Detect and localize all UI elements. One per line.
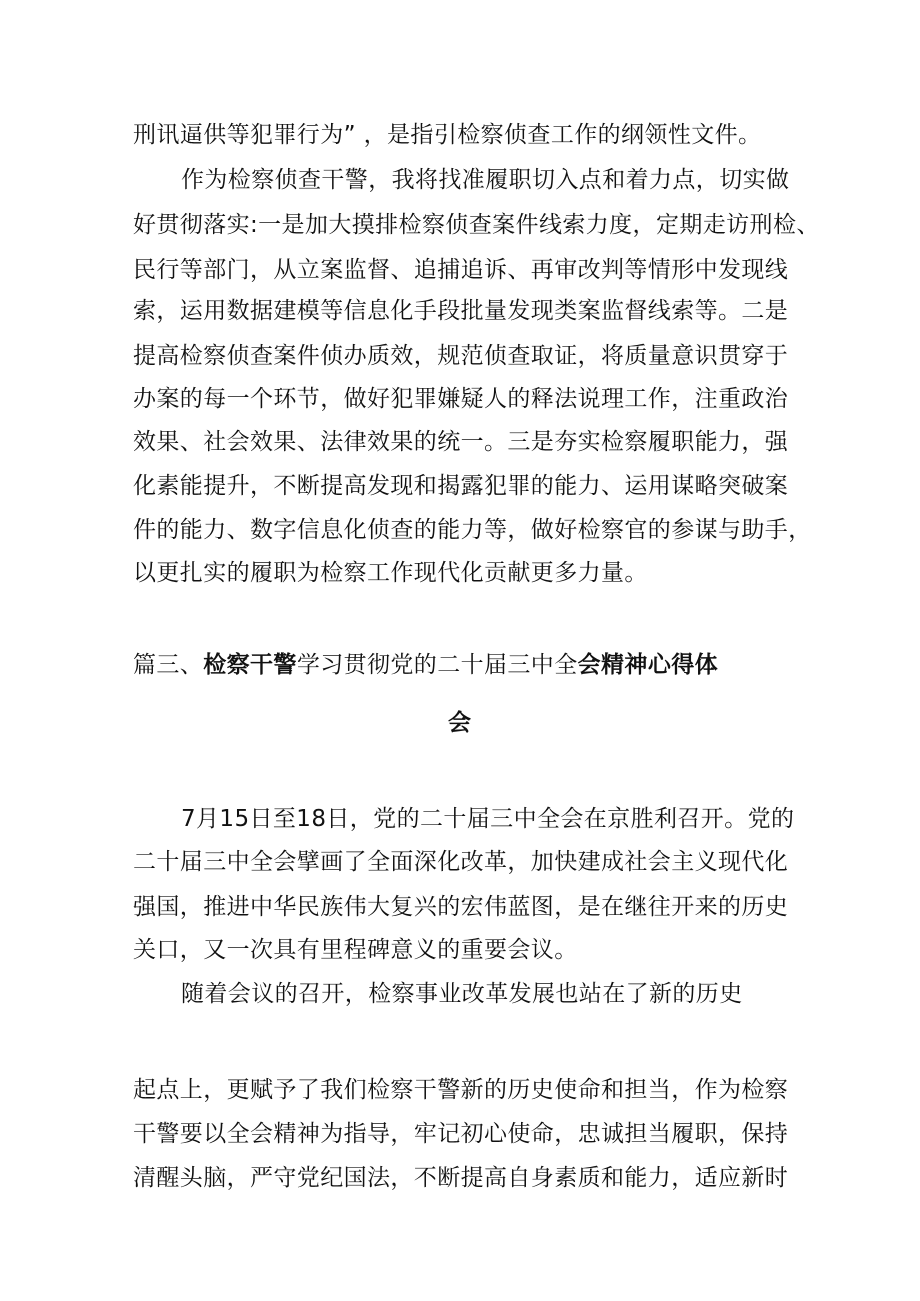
paragraph-line: 7月15日至18日，党的二十届三中全会在京胜利召开。党的 (181, 806, 795, 832)
paragraph-line: 以更扎实的履职为检察工作现代化贡献更多力量。 (133, 560, 648, 586)
paragraph-line: 提高检察侦查案件侦办质效，规范侦查取证，将质量意识贯穿于 (133, 343, 789, 369)
paragraph-line: 索，运用数据建模等信息化手段批量发现类案监督线索等。二是 (133, 298, 789, 324)
paragraph-line: 关口，又一次具有里程碑意义的重要会议。 (133, 937, 578, 963)
paragraph-line: 件的能力、数字信息化侦查的能力等，做好检察官的参谋与助手， (133, 517, 812, 543)
paragraph-line: 办案的每一个环节，做好犯罪嫌疑人的释法说理工作，注重政治 (133, 386, 789, 412)
paragraph-line: 强国，推进中华民族伟大复兴的宏伟蓝图，是在继往开来的历史 (133, 894, 789, 920)
paragraph-line: 效果、社会效果、法律效果的统一。三是夯实检察履职能力，强 (133, 429, 789, 455)
paragraph-line: 化素能提升，不断提高发现和揭露犯罪的能力、运用谋略突破案 (133, 473, 789, 499)
paragraph-line: 干警要以全会精神为指导，牢记初心使命，忠诚担当履职，保持 (133, 1121, 789, 1147)
paragraph-line: 清醒头脑，严守党纪国法，不断提高自身素质和能力，适应新时 (133, 1165, 789, 1191)
section-heading (133, 650, 718, 680)
heading-regular-part: 学习贯彻党的二十届三中全 (296, 652, 578, 678)
heading-bold-part: 检察干警 (203, 652, 297, 678)
paragraph-line: 刑讯逼供等犯罪行为” ，是指引检察侦查工作的纲领性文件。 (133, 122, 762, 148)
heading-bold-part: 会精神心得体 (577, 652, 719, 678)
paragraph-line: 作为检察侦查干警，我将找准履职切入点和着力点，切实做 (181, 167, 790, 193)
paragraph-line: 二十届三中全会擘画了全面深化改革，加快建成社会主义现代化 (133, 849, 789, 875)
paragraph-line: 起点上，更赋予了我们检察干警新的历史使命和担当，作为检察 (133, 1077, 789, 1103)
paragraph-line: 民行等部门，从立案监督、追捕追诉、再审改判等情形中发现线 (133, 257, 789, 283)
heading-prefix: 篇三、 (133, 652, 204, 678)
paragraph-line: 随着会议的召开，检察事业改革发展也站在了新的历史 (181, 981, 743, 1007)
section-heading-continuation: 会 (448, 710, 472, 736)
paragraph-line: 好贯彻落实:一是加大摸排检察侦查案件线索力度，定期走访刑检、 (133, 212, 820, 238)
